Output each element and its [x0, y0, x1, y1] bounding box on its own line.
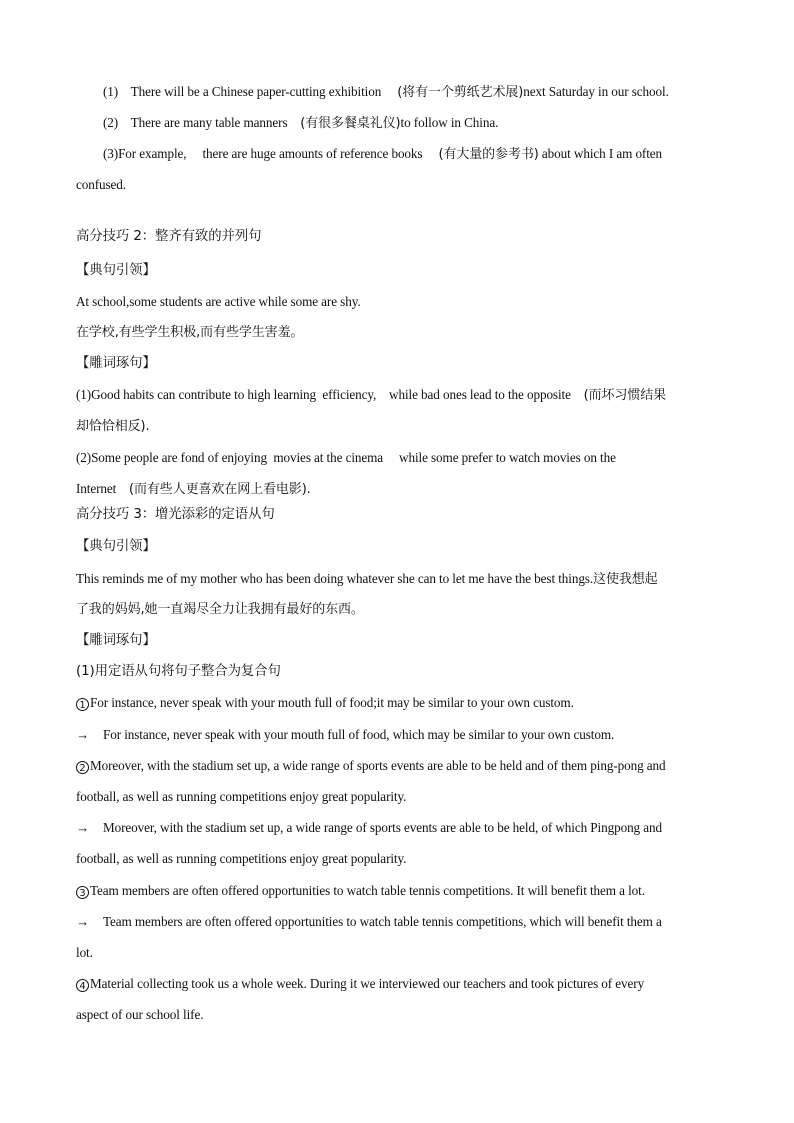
- english-text: There are many table manners: [130, 115, 288, 130]
- example-translation: 了我的妈妈,她一直竭尽全力让我拥有最好的东西。: [76, 602, 364, 617]
- example-translation: 在学校,有些学生积极,而有些学生害羞。: [76, 325, 304, 340]
- english-text: Team members are often offered opportunities to watch table tennis competitions, which will benefit them a: [103, 914, 662, 929]
- exercise-3: [76, 883, 726, 899]
- answer-2-continuation: football, as well as running competitions enjoy great popularity.: [76, 851, 407, 866]
- english-text: Material collecting took us a whole week. During it we interviewed our teachers and took pictures of every: [90, 976, 645, 991]
- chinese-hint: (有大量的参考书): [438, 147, 539, 162]
- practice-2: (2)Some people are fond of enjoying movies at the cinema while some prefer to watch movies on the: [76, 450, 616, 465]
- sentence-3: [103, 146, 753, 163]
- english-text: (3)For example,: [103, 146, 187, 161]
- exercise-2: [76, 758, 726, 774]
- item-number: (1): [103, 84, 119, 99]
- sentence-1: [103, 84, 753, 101]
- english-text: Team members are often offered opportunities to watch table tennis competitions. It will benefit them a lot.: [90, 883, 645, 898]
- circled-number: 4: [76, 979, 89, 992]
- practice-heading: 【雕词琢句】: [76, 633, 156, 648]
- english-text: Internet: [76, 481, 117, 496]
- arrow-icon: →: [76, 727, 90, 742]
- arrow-icon: →: [76, 820, 90, 835]
- exercise-4-continuation: aspect of our school life.: [76, 1007, 204, 1022]
- circled-number: 1: [76, 698, 89, 711]
- example-sentence: At school,some students are active while some are shy.: [76, 294, 361, 309]
- answer-3-continuation: lot.: [76, 945, 93, 960]
- english-text: Moreover, with the stadium set up, a wide range of sports events are able to be held, of which Pingpong and: [103, 820, 662, 835]
- circled-number: 2: [76, 761, 89, 774]
- english-text: (1)Good habits can contribute to high learning efficiency, while bad ones lead to the opposite: [76, 387, 571, 402]
- exercise-4: [76, 976, 726, 992]
- english-text: there are huge amounts of reference books: [202, 146, 423, 161]
- item-number: (2): [103, 115, 119, 130]
- practice-1: [76, 387, 726, 404]
- english-text: about which I am often: [541, 146, 663, 161]
- english-text: For instance, never speak with your mouth full of food;it may be similar to your own custom.: [90, 695, 574, 710]
- section-heading: 高分技巧 3：增光添彩的定语从句: [76, 507, 275, 522]
- sentence-3-continuation: confused.: [76, 177, 127, 192]
- practice-heading: 【雕词琢句】: [76, 356, 156, 371]
- practice-1-continuation: 却恰恰相反).: [76, 419, 150, 434]
- exercise-2-continuation: football, as well as running competitions enjoy great popularity.: [76, 789, 407, 804]
- chinese-hint: (有很多餐桌礼仪): [300, 116, 401, 131]
- example-heading: 【典句引领】: [76, 539, 156, 554]
- practice-2-continuation: [76, 481, 726, 498]
- practice-subtitle: (1)用定语从句将句子整合为复合句: [76, 664, 281, 679]
- arrow-icon: →: [76, 914, 90, 929]
- chinese-text: 这使我想起: [593, 572, 658, 587]
- english-text: Moreover, with the stadium set up, a wide range of sports events are able to be held and of them ping-pong and: [90, 758, 666, 773]
- english-text: This reminds me of my mother who has been doing whatever she can to let me have the best things.: [76, 571, 594, 586]
- chinese-hint: (而有些人更喜欢在网上看电影).: [129, 482, 311, 497]
- answer-3: [76, 914, 726, 930]
- exercise-1: [76, 695, 726, 711]
- english-text: next Saturday in our school.: [523, 84, 669, 99]
- english-text: There will be a Chinese paper-cutting exhibition: [130, 84, 382, 99]
- english-text: to follow in China.: [400, 115, 499, 130]
- english-text: For instance, never speak with your mouth full of food, which may be similar to your own custom.: [103, 727, 615, 742]
- sentence-2: [103, 115, 753, 132]
- example-sentence: [76, 571, 726, 588]
- circled-number: 3: [76, 886, 89, 899]
- example-heading: 【典句引领】: [76, 263, 156, 278]
- section-heading: 高分技巧 2：整齐有致的并列句: [76, 229, 262, 244]
- answer-1: [76, 727, 726, 743]
- answer-2: [76, 820, 726, 836]
- chinese-hint: (将有一个剪纸艺术展): [397, 85, 524, 100]
- chinese-hint: (而坏习惯结果: [583, 388, 667, 403]
